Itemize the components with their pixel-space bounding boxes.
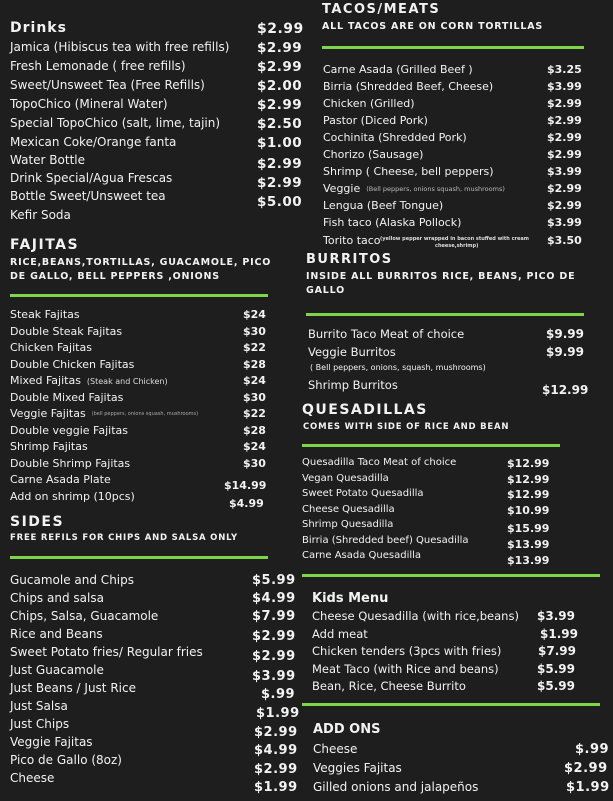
addon-name: Cheese — [313, 742, 358, 756]
taco-name: Chorizo (Sausage) — [323, 148, 424, 161]
torito-note-line-2: cheese,shrimp) — [435, 243, 479, 249]
side-name: Just Salsa — [10, 699, 68, 713]
drink-name: Kefir Soda — [10, 208, 71, 222]
side-name: Gucamole and Chips — [10, 573, 134, 587]
drink-price: $1.00 — [257, 135, 303, 151]
side-price: $1.99 — [254, 780, 298, 795]
side-price: $7.99 — [252, 609, 296, 624]
drink-name: Fresh Lemonade ( free refills) — [10, 59, 186, 73]
fajita-price: $30 — [243, 456, 266, 470]
burrito-price: $9.99 — [546, 327, 584, 341]
taco-name: Shrimp ( Cheese, bell peppers) — [323, 165, 494, 178]
side-name: Veggie Fajitas — [10, 735, 93, 749]
burritos-subtitle: INSIDE ALL BURRITOS RICE, BEANS, PICO DE GALLO — [306, 271, 576, 296]
drink-name: Drink Special/Agua Frescas — [10, 171, 173, 185]
drink-name: Special TopoChico (salt, lime, tajin) — [10, 116, 221, 130]
burrito-price: $9.99 — [546, 345, 584, 359]
taco-price: $2.99 — [547, 182, 582, 195]
taco-name: Fish taco (Alaska Pollock) — [323, 216, 462, 229]
side-price: $1.99 — [256, 706, 300, 721]
quesadilla-price: $12.99 — [507, 488, 550, 501]
drink-name: TopoChico (Mineral Water) — [10, 97, 168, 111]
side-price: $2.99 — [252, 629, 296, 644]
kids-price: $1.99 — [540, 626, 578, 641]
side-price: $4.99 — [252, 591, 296, 606]
fajita-name: Double Shrimp Fajitas — [10, 456, 131, 470]
fajitas-title: FAJITAS — [10, 237, 80, 253]
taco-name: Torito taco — [323, 234, 381, 247]
kids-name: Meat Taco (with Rice and beans) — [312, 661, 499, 676]
drink-price: $2.99 — [257, 59, 303, 75]
burrito-name: Veggie Burritos — [308, 345, 396, 359]
taco-name: Cochinita (Shredded Pork) — [323, 131, 467, 144]
sides-list — [10, 573, 300, 798]
drinks-list — [10, 40, 303, 225]
drink-price: $2.99 — [257, 156, 303, 172]
kids-divider — [302, 703, 600, 706]
side-name: Chips, Salsa, Guacamole — [10, 609, 159, 623]
sides-title: SIDES — [10, 514, 65, 530]
quesadilla-name: Cheese Quesadilla — [302, 503, 395, 515]
drink-price: $2.99 — [257, 40, 303, 56]
addons-list — [313, 742, 609, 800]
drink-name: Mexican Coke/Orange fanta — [10, 135, 177, 149]
side-price: $2.99 — [254, 762, 298, 777]
drink-price: $2.50 — [257, 116, 303, 132]
fajita-name: Shrimp Fajitas — [10, 440, 88, 453]
kids-title: Kids Menu — [312, 591, 389, 606]
quesadilla-name: Sweet Potato Quesadilla — [302, 488, 424, 499]
fajita-price: $30 — [243, 324, 266, 338]
burritos-title: BURRITOS — [306, 252, 393, 267]
fajita-name: Double Chicken Fajitas — [10, 357, 135, 371]
drinks-title: Drinks — [10, 20, 67, 36]
fajita-price: $4.99 — [229, 496, 264, 510]
taco-price: $3.50 — [547, 234, 582, 247]
tacos-subtitle: ALL TACOS ARE ON CORN TORTILLAS — [322, 21, 544, 32]
side-name: Chips and salsa — [10, 591, 104, 605]
taco-name: Carne Asada (Grilled Beef ) — [323, 63, 473, 76]
fajita-price: $28 — [243, 423, 266, 437]
drink-price: $2.99 — [257, 175, 303, 191]
taco-price: $2.99 — [547, 148, 582, 161]
quesadilla-name: Vegan Quesadilla — [302, 472, 389, 484]
drink-name: Bottle Sweet/Unsweet tea — [10, 189, 166, 203]
side-name: Cheese — [10, 771, 55, 785]
fajita-name: Double veggie Fajitas — [10, 423, 128, 437]
addon-price: $1.99 — [566, 780, 610, 795]
kids-name: Cheese Quesadilla (with rice,beans) — [312, 609, 519, 623]
fajita-price: $22 — [243, 407, 266, 420]
quesadilla-name: Quesadilla Taco Meat of choice — [302, 457, 457, 468]
drink-name: Water Bottle — [10, 153, 85, 167]
kids-price: $3.99 — [537, 609, 575, 623]
fajita-price: $22 — [243, 341, 266, 354]
taco-price: $3.99 — [547, 80, 582, 93]
fajita-name: Double Steak Fajitas — [10, 324, 123, 338]
fajita-price: $24 — [243, 308, 266, 321]
burritos-divider — [306, 313, 584, 316]
fajita-price: $24 — [243, 440, 266, 453]
side-name: Just Beans / Just Rice — [10, 681, 136, 695]
fajitas-subtitle: RICE,BEANS,TORTILLAS, GUACAMOLE, PICO DE GALLO, BELL PEPPERS ,ONIONS — [10, 257, 272, 282]
kids-name: Chicken tenders (3pcs with fries) — [312, 644, 502, 658]
fajitas-divider — [10, 294, 268, 297]
addon-price: $2.99 — [564, 761, 608, 776]
side-price: $2.99 — [252, 649, 296, 664]
torito-note-line-1: (yellow pepper wrapped in bacon stuffed with cream — [380, 236, 529, 242]
quesadilla-price: $12.99 — [507, 457, 550, 470]
fajita-name: Add on shrimp (10pcs) — [10, 489, 135, 503]
fajitas-list — [10, 308, 290, 513]
tacos-list — [323, 63, 603, 253]
quesadilla-name: Birria (Shredded beef) Quesadilla — [302, 534, 469, 546]
taco-price: $2.99 — [547, 131, 582, 144]
drinks-header-price: $2.99 — [257, 21, 304, 37]
addon-price: $.99 — [575, 742, 610, 757]
kids-price: $7.99 — [538, 644, 576, 658]
kids-price: $5.99 — [537, 661, 575, 676]
fajita-price: $28 — [243, 357, 266, 371]
tacos-divider — [322, 46, 584, 49]
kids-name: Add meat — [312, 626, 368, 641]
addons-title: ADD ONS — [313, 722, 381, 737]
quesadillas-title: QUESADILLAS — [302, 402, 428, 418]
side-name: Pico de Gallo (8oz) — [10, 753, 122, 767]
taco-price: $3.25 — [547, 63, 582, 76]
burrito-price: $12.99 — [542, 383, 589, 397]
taco-price: $3.99 — [547, 216, 582, 229]
tacos-title: TACOS/MEATS — [322, 2, 441, 17]
side-name: Just Guacamole — [10, 663, 104, 677]
burrito-name: Burrito Taco Meat of choice — [308, 327, 465, 341]
quesadillas-list — [302, 457, 592, 572]
quesadilla-name: Carne Asada Quesadilla — [302, 550, 422, 561]
taco-name: Lengua (Beef Tongue) — [323, 199, 444, 212]
quesadilla-price: $15.99 — [507, 522, 550, 535]
drink-name: Jamica (Hibiscus tea with free refills) — [10, 40, 230, 54]
side-name: Sweet Potato fries/ Regular fries — [10, 645, 203, 659]
fajita-price: $14.99 — [224, 479, 267, 492]
fajita-price: $30 — [243, 390, 266, 404]
taco-price: $2.99 — [547, 114, 582, 127]
burrito-name: Shrimp Burritos — [308, 378, 398, 392]
taco-name: Veggie (Bell peppers, onions squash, mushrooms) — [323, 182, 505, 195]
kids-name: Bean, Rice, Cheese Burrito — [312, 679, 466, 693]
quesadilla-price: $10.99 — [507, 503, 550, 517]
taco-price: $3.99 — [547, 165, 582, 178]
side-price: $5.99 — [252, 573, 296, 588]
drink-price: $2.99 — [257, 97, 303, 113]
addon-name: Gilled onions and jalapeños — [313, 780, 479, 794]
fajita-name: Double Mixed Fajitas — [10, 390, 124, 404]
quesadilla-price: $12.99 — [507, 472, 550, 486]
quesadilla-name: Shrimp Quesadilla — [302, 519, 394, 530]
side-price: $3.99 — [252, 669, 296, 684]
quesadilla-price: $13.99 — [507, 537, 550, 551]
taco-price: $2.99 — [547, 199, 582, 212]
quesadilla-price: $13.99 — [507, 554, 550, 567]
burrito-name: ( Bell peppers, onions, squash, mushrooms) — [310, 363, 486, 372]
fajita-price: $24 — [243, 374, 266, 387]
kids-list — [312, 609, 602, 699]
sides-divider — [10, 556, 268, 559]
burritos-list — [308, 327, 598, 399]
taco-price: $2.99 — [547, 97, 582, 110]
quesadillas-bottom-divider — [302, 574, 600, 577]
quesadillas-subtitle: COMES WITH SIDE OF RICE AND BEAN — [303, 422, 510, 432]
drink-price: $5.00 — [257, 194, 303, 210]
fajita-name: Mixed Fajitas (Steak and Chicken) — [10, 374, 168, 387]
kids-price: $5.99 — [537, 679, 575, 693]
side-price: $4.99 — [254, 743, 298, 758]
side-name: Rice and Beans — [10, 627, 103, 641]
fajita-name: Chicken Fajitas — [10, 341, 92, 354]
addon-name: Veggies Fajitas — [313, 761, 402, 775]
side-name: Just Chips — [10, 717, 70, 731]
quesadillas-divider — [302, 444, 560, 447]
drink-name: Sweet/Unsweet Tea (Free Refills) — [10, 78, 205, 92]
taco-name: Chicken (Grilled) — [323, 97, 415, 110]
fajita-name: Veggie Fajitas (bell peppers, onions squash, mushrooms) — [10, 407, 199, 420]
taco-name: Pastor (Diced Pork) — [323, 114, 428, 127]
fajita-name: Steak Fajitas — [10, 308, 80, 321]
fajita-name: Carne Asada Plate — [10, 473, 111, 486]
drink-price: $2.00 — [257, 78, 303, 94]
side-price: $2.99 — [254, 725, 298, 740]
side-price: $.99 — [261, 687, 296, 702]
sides-subtitle: FREE REFILS FOR CHIPS AND SALSA ONLY — [10, 533, 238, 543]
taco-name: Birria (Shredded Beef, Cheese) — [323, 80, 494, 93]
